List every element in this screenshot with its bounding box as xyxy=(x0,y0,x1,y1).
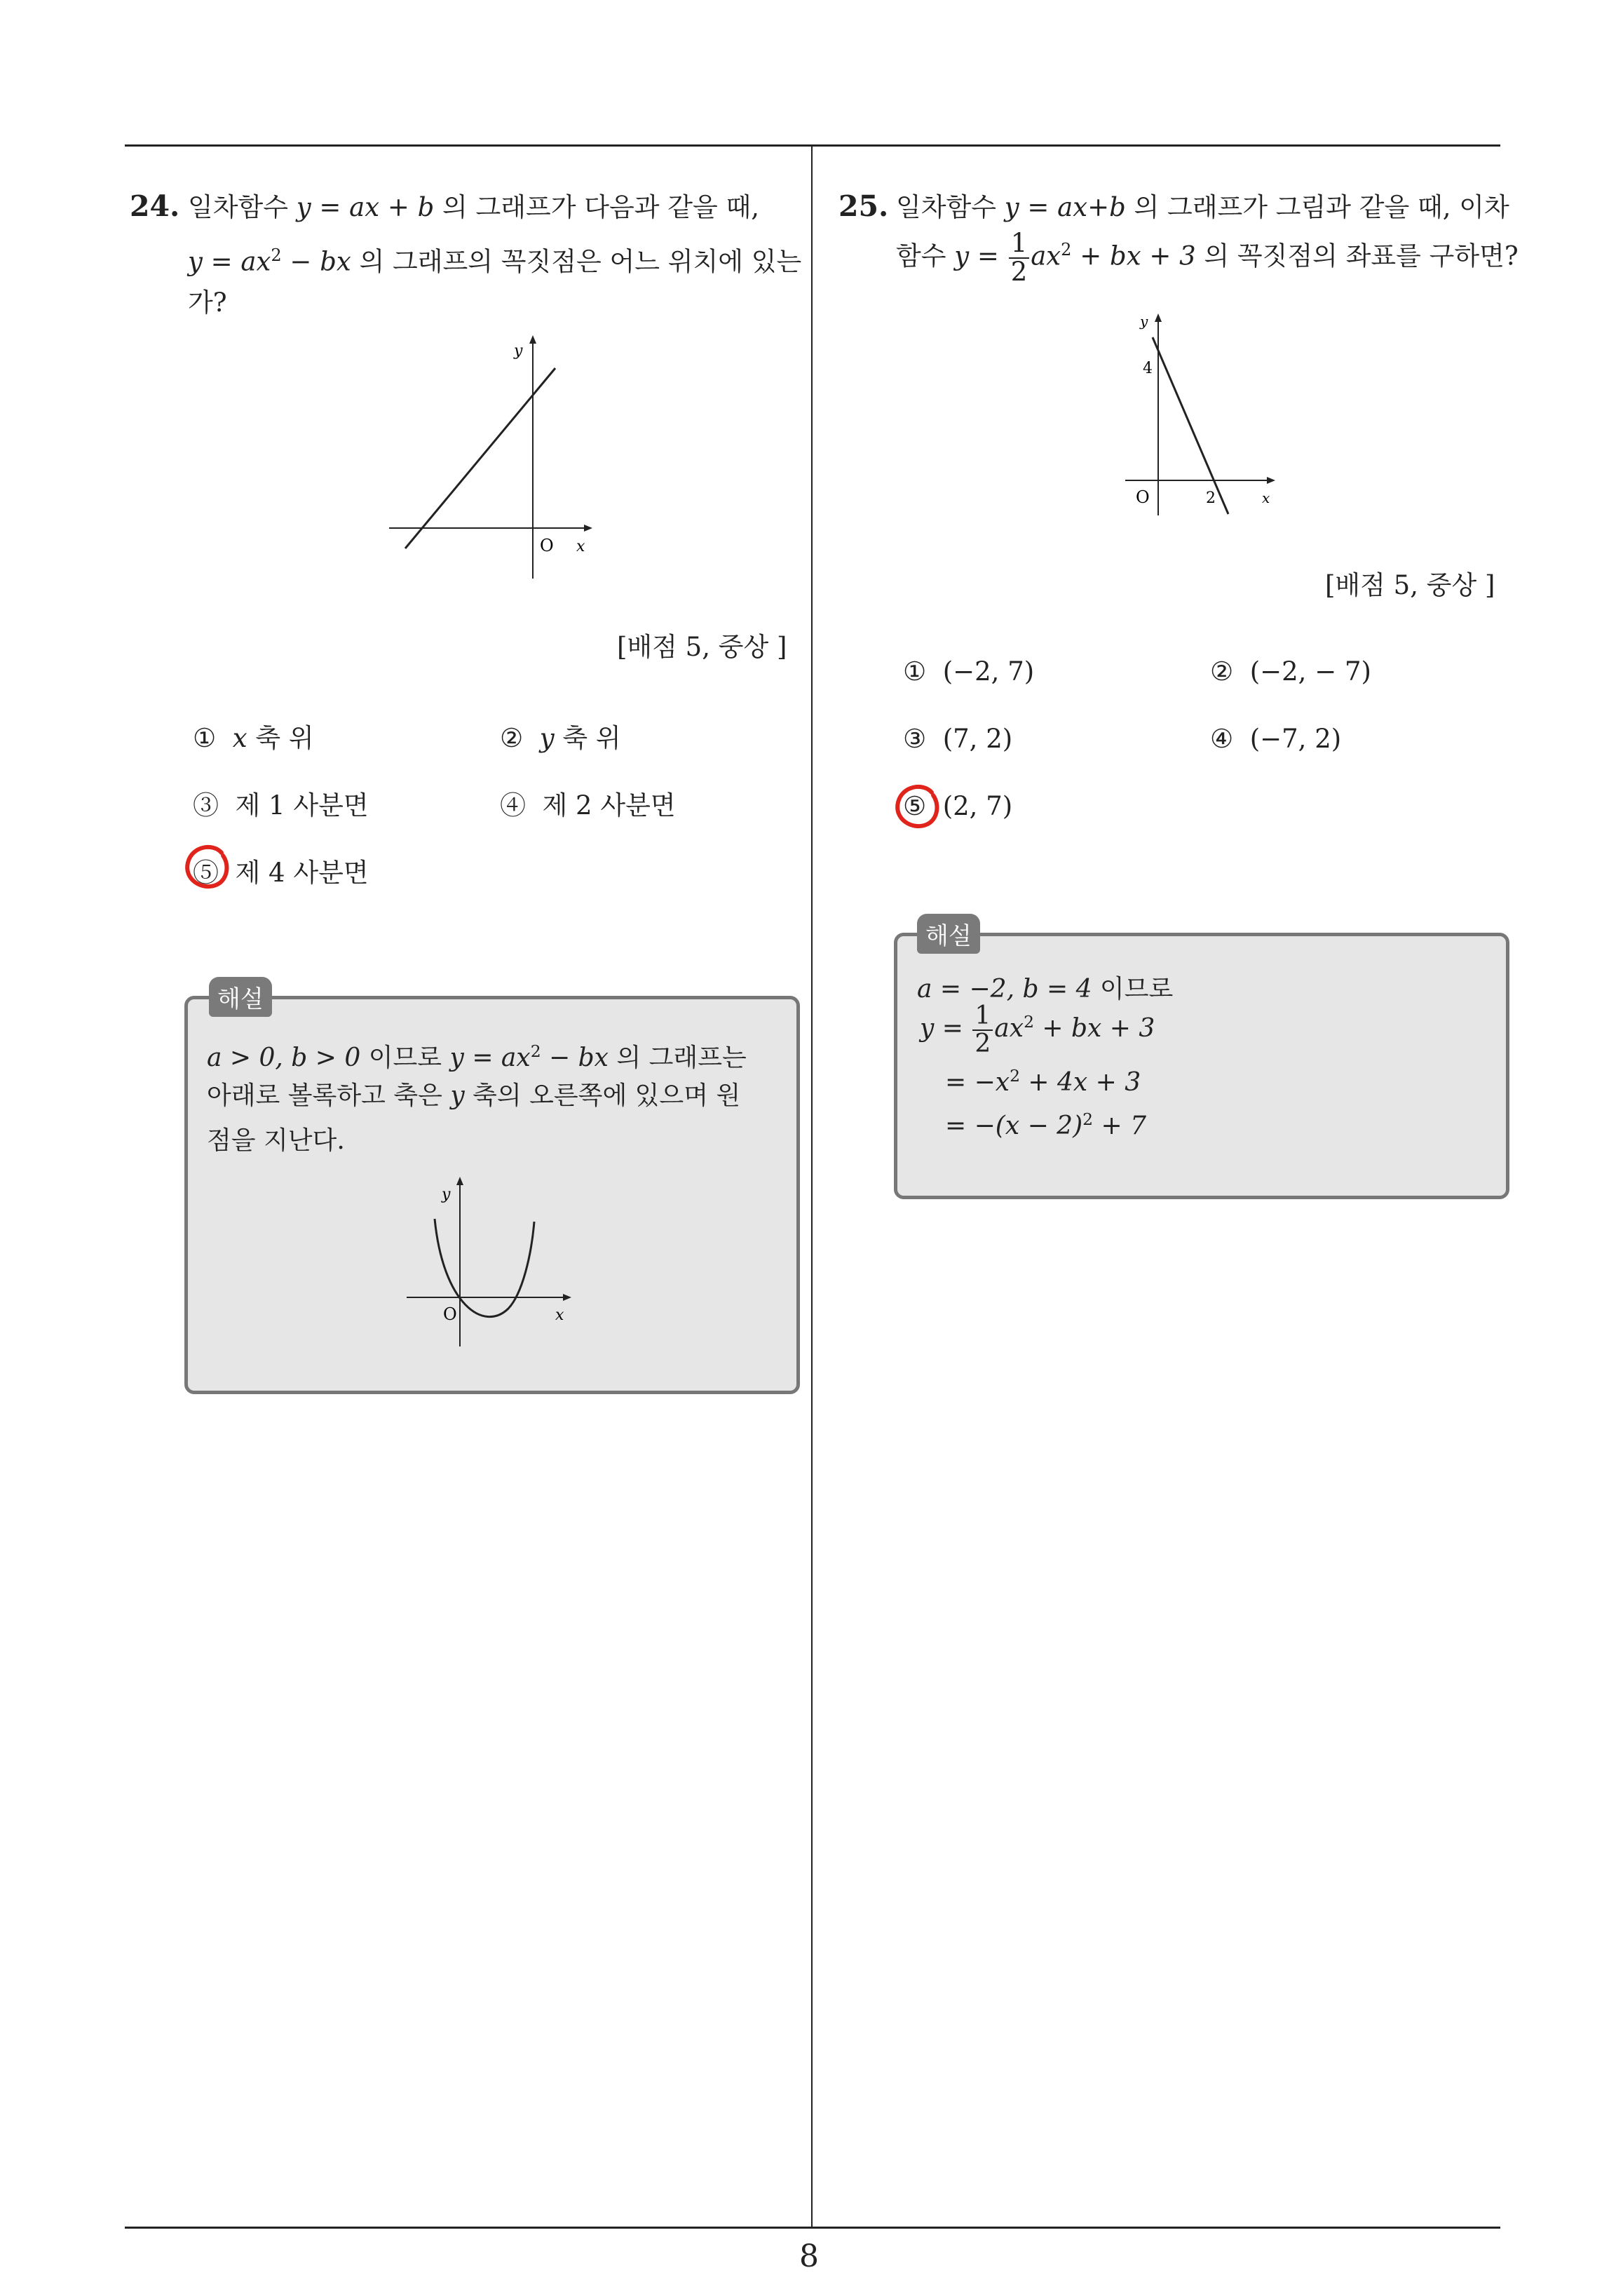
q25-y-label: y xyxy=(1140,313,1148,330)
q24-origin-label: O xyxy=(540,536,554,555)
parabola-x-arrow xyxy=(563,1294,571,1301)
q25-number: 25. xyxy=(838,189,889,223)
q25-explanation-line1: a = −2, b = 4 이므로 xyxy=(917,975,1174,1004)
q25-graph xyxy=(1115,305,1290,522)
q24-explanation-tab: 해설 xyxy=(209,977,272,1017)
q25-explanation-line3: = $-x^2 + 4x + 3$ xyxy=(945,1066,1141,1097)
q24-option-1[interactable]: ① x 축 위 xyxy=(193,723,314,753)
q24-explanation-line1: a > 0, b > 0 이므로 $y = ax^2$ − bx 의 그래프는 xyxy=(207,1041,747,1072)
q24-explanation-graph xyxy=(400,1171,582,1353)
q24-stem-line2: $y = ax^2$ − bx 의 그래프의 꼭짓점은 어느 위치에 있는 xyxy=(188,245,802,277)
q24-option-4[interactable]: ④ 제 2 사분면 xyxy=(500,790,676,821)
q24-y-arrow xyxy=(529,335,536,344)
q25-explanation-fraction: $\frac{1}{2}$ xyxy=(972,1003,993,1058)
q25-x-intercept-label: 2 xyxy=(1206,489,1216,507)
q25-line xyxy=(1153,337,1228,514)
q25-answer-circle xyxy=(891,780,944,833)
q24-option-5[interactable]: ⑤ 제 4 사분면 xyxy=(193,858,369,888)
column-divider xyxy=(811,144,813,2227)
q24-explanation-line2: 아래로 볼록하고 축은 y 축의 오른쪽에 있으며 원 xyxy=(207,1081,741,1110)
q24-stem-line1: 일차함수 y = ax + b 의 그래프가 다음과 같을 때, xyxy=(188,192,760,222)
q24-answer-circle xyxy=(181,840,234,893)
q24-x-arrow xyxy=(584,525,592,532)
parabola-y-label: y xyxy=(442,1186,451,1203)
q24-explanation-line3: 점을 지난다. xyxy=(207,1126,345,1155)
q25-option-3[interactable]: ③ (7, 2) xyxy=(903,724,1013,754)
q25-origin-label: O xyxy=(1136,487,1150,507)
parabola-y-arrow xyxy=(456,1177,463,1185)
parabola-curve xyxy=(435,1219,534,1317)
q25-y-intercept-label: 4 xyxy=(1143,360,1153,377)
q24-score: [배점 5, 중상 ] xyxy=(617,632,787,662)
q25-explanation-line2: y = $\frac{1}{2}$ $ax^2$ + bx + 3 xyxy=(920,1001,1155,1058)
q24-x-label: x xyxy=(576,538,585,555)
q24-stem-line3: 가? xyxy=(188,288,227,318)
q24-option-2[interactable]: ② y 축 위 xyxy=(500,723,621,753)
q25-explanation-tab: 해설 xyxy=(917,914,980,954)
q24-option-3[interactable]: ③ 제 1 사분면 xyxy=(193,790,369,821)
q24-number: 24. xyxy=(130,189,180,223)
top-rule xyxy=(125,144,1500,147)
q25-option-5[interactable]: ⑤ (2, 7) xyxy=(903,791,1013,821)
q25-stem-line2: 함수 y = $\frac{1}{2}$ $ax^2$ + bx + 3 의 꼭짓점의 좌표를 구하면? xyxy=(896,227,1519,287)
bottom-rule xyxy=(125,2227,1500,2229)
parabola-x-label: x xyxy=(555,1306,564,1324)
q24-graph xyxy=(379,330,603,582)
q25-option-4[interactable]: ④ (−7, 2) xyxy=(1210,724,1342,754)
q25-y-arrow xyxy=(1155,313,1162,322)
q25-score: [배점 5, 중상 ] xyxy=(1325,570,1495,600)
page-number: 8 xyxy=(799,2238,819,2274)
q25-x-arrow xyxy=(1267,477,1275,484)
q24-y-label: y xyxy=(514,342,523,360)
q25-fraction: $\frac{1}{2}$ xyxy=(1009,230,1030,286)
q25-explanation-line4: = $-(x - 2)^2 + 7$ xyxy=(945,1109,1146,1140)
q25-stem-line1: 일차함수 y = ax+b 의 그래프가 그림과 같을 때, 이차 xyxy=(896,192,1509,222)
q25-x-label: x xyxy=(1262,489,1270,506)
q25-option-1[interactable]: ① (−2, 7) xyxy=(903,656,1035,687)
parabola-origin-label: O xyxy=(443,1304,457,1324)
q25-option-2[interactable]: ② (−2, − 7) xyxy=(1210,656,1371,687)
